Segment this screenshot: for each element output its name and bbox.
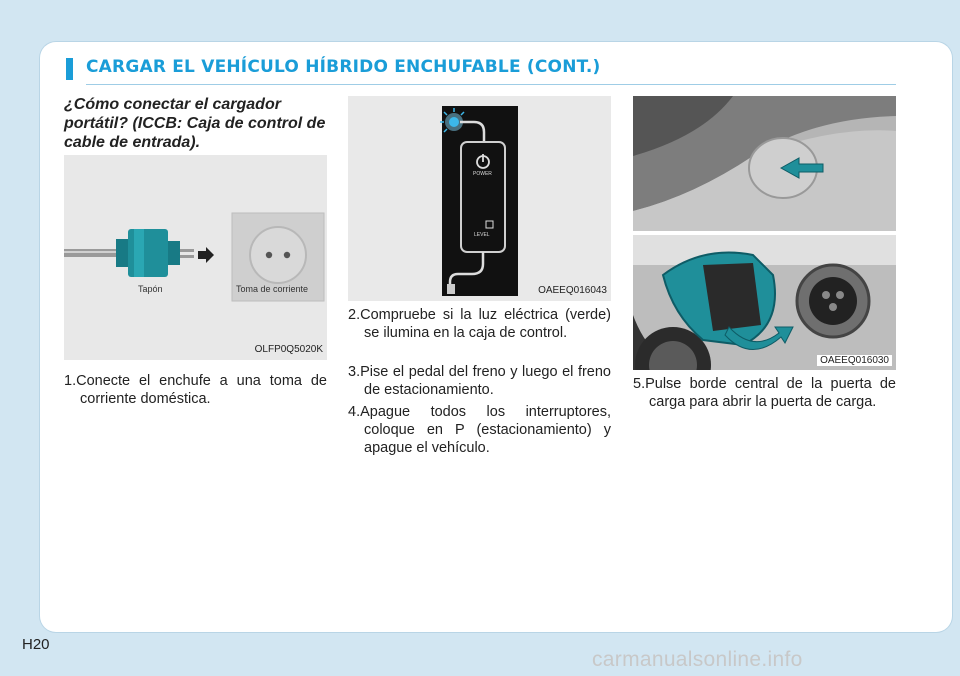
figure-code: OAEEQ016030 — [817, 355, 892, 366]
charge-door-open-illustration — [633, 235, 896, 370]
figure-charge-door-open — [633, 235, 896, 370]
label-plug: Tapón — [138, 284, 163, 294]
control-box-illustration — [348, 96, 611, 301]
title-divider — [86, 84, 896, 85]
figure-charge-door-closed — [633, 96, 896, 231]
figure-plug-socket — [64, 155, 327, 360]
power-label: POWER — [473, 171, 492, 177]
figure-code: OLFP0Q5020K — [254, 344, 323, 355]
watermark: carmanualsonline.info — [592, 648, 803, 671]
step-3: 3.Pise el pedal del freno y luego el freno de estacionamiento. — [348, 364, 611, 398]
plug-socket-illustration — [64, 155, 327, 360]
level-label: LEVEL — [474, 232, 490, 238]
step-1: 1.Conecte el enchufe a una toma de corriente doméstica. — [64, 373, 327, 407]
section-title: CARGAR EL VEHÍCULO HÍBRIDO ENCHUFABLE (CONT.) — [86, 57, 601, 77]
label-socket: Toma de corriente — [236, 284, 309, 294]
subheading: ¿Cómo conectar el cargador portátil? (ICCB: Caja de control de cable de entrada). — [64, 96, 326, 151]
title-accent-bar — [66, 58, 73, 80]
step-2: 2.Compruebe si la luz eléctrica (verde) se ilumina en la caja de control. — [348, 307, 611, 341]
figure-control-box — [348, 96, 611, 301]
charge-door-closed-illustration — [633, 96, 896, 231]
step-4: 4.Apague todos los interruptores, coloque en P (estacionamiento) y apague el vehículo. — [348, 404, 611, 456]
page-number: H20 — [22, 636, 50, 653]
figure-code: OAEEQ016043 — [538, 285, 607, 296]
step-5: 5.Pulse borde central de la puerta de carga para abrir la puerta de carga. — [633, 376, 896, 410]
